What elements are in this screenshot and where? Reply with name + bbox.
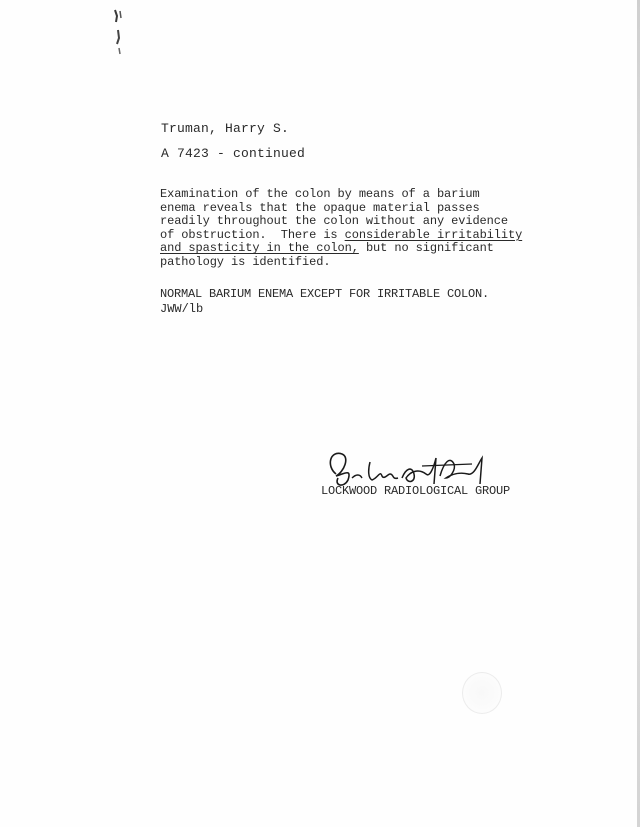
typist-initials: JWW/lb [160, 302, 204, 316]
report-line [160, 229, 580, 243]
underlined-finding: and spasticity in the colon, [160, 241, 359, 256]
patient-name: Truman, Harry S. [161, 121, 290, 136]
staple-mark-icon [112, 8, 124, 56]
report-paragraph [160, 188, 580, 270]
report-line: readily throughout the colon without any evidence [160, 214, 508, 229]
radiology-group-name: LOCKWOOD RADIOLOGICAL GROUP [321, 484, 511, 498]
underlined-finding: considerable irritability [344, 227, 523, 242]
faint-stamp-mark [462, 672, 502, 714]
report-line: Examination of the colon by means of a barium [160, 187, 480, 201]
report-line: enema reveals that the opaque material passes [160, 200, 480, 215]
report-text: but no significant [358, 241, 494, 256]
report-line: pathology is identified. [160, 254, 331, 269]
report-line [160, 242, 580, 256]
impression-line: NORMAL BARIUM ENEMA EXCEPT FOR IRRITABLE COLON. [160, 287, 490, 301]
report-text: of obstruction. There is [160, 227, 345, 242]
case-number: A 7423 - continued [161, 146, 306, 161]
